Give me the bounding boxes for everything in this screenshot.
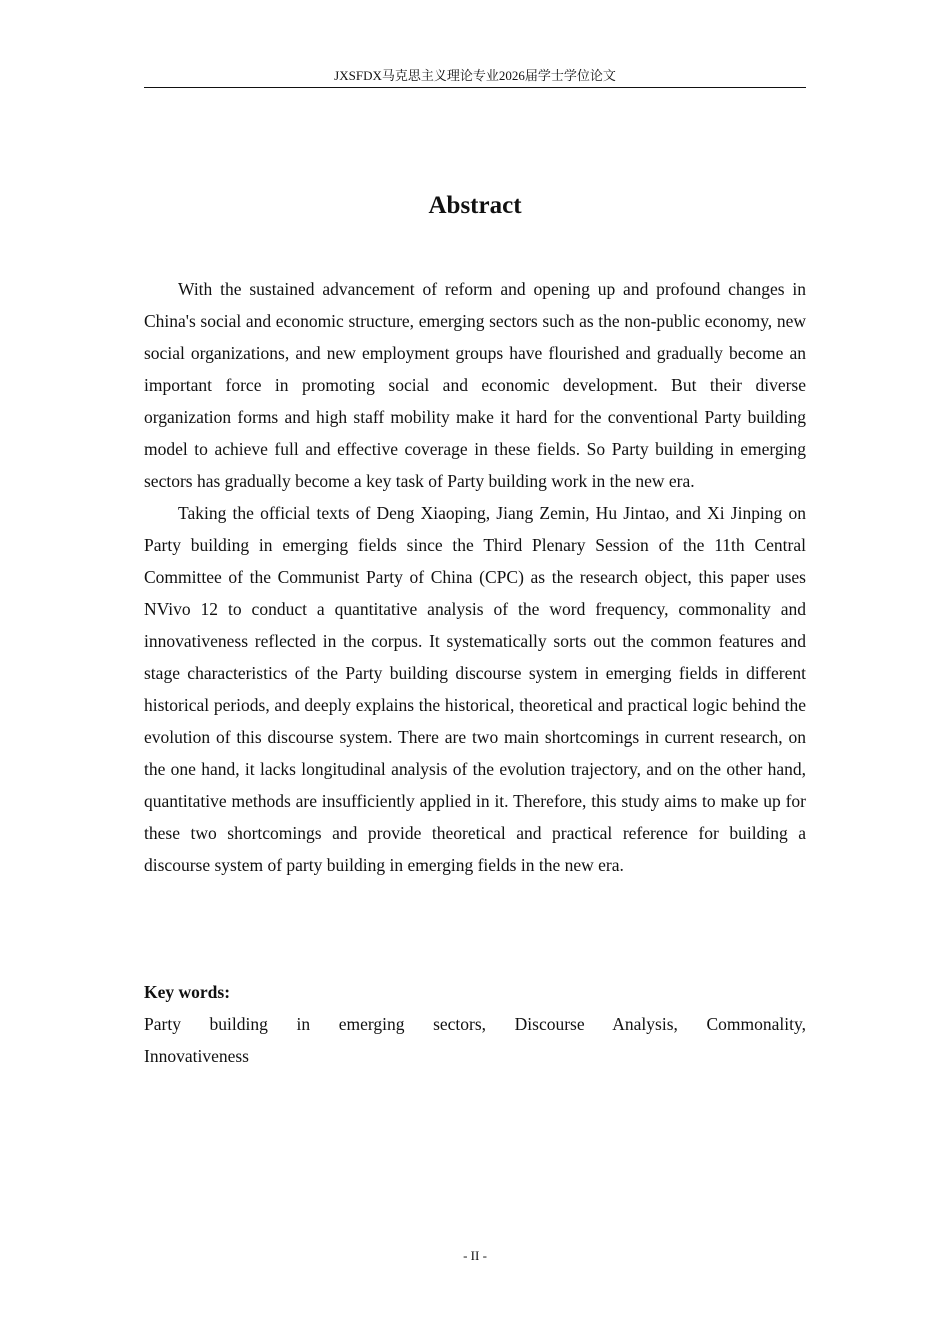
abstract-title: Abstract: [428, 192, 522, 219]
abstract-paragraph: Taking the official texts of Deng Xiaoping, Jiang Zemin, Hu Jintao, and Xi Jinping on Party building in emerging fields since the Third Plenary Session of the 11th Central Committee of the Communist Party of China (CPC) as the research object, this paper uses NVivo 12 to conduct a quantitative analysis of the word frequency, commonality and innovativeness reflected in the corpus. It systematically sorts out the common features and stage characteristics of the Party building discourse system in emerging fields in different historical periods, and deeply explains the historical, theoretical and practical logic behind the evolution of this discourse system. There are two main shortcomings in current research, on the one hand, it lacks longitudinal analysis of the evolution trajectory, and on the other hand, quantitative methods are insufficiently applied in it. Therefore, this study aims to make up for these two shortcomings and provide theoretical and practical reference for building a discourse system of party building in emerging fields in the new era.: [144, 503, 806, 875]
page-number: - II -: [463, 1248, 487, 1263]
abstract-paragraph: With the sustained advancement of reform and opening up and profound changes in China's social and economic structure, emerging sectors such as the non-public economy, new social organizations, and new employment groups have flourished and gradually become an important force in promoting social and economic development. But their diverse organization forms and high staff mobility make it hard for the conventional Party building model to achieve full and effective coverage in these fields. So Party building in emerging sectors has gradually become a key task of Party building work in the new era.: [144, 279, 806, 491]
abstract-body: [144, 273, 806, 881]
keywords-text: Party building in emerging sectors, Discourse Analysis, Commonality, Innovativeness: [144, 1014, 806, 1066]
running-header: [144, 67, 806, 88]
running-header-text: JXSFDX马克思主义理论专业2026届学士学位论文: [334, 68, 616, 83]
keywords-label: Key words:: [144, 982, 231, 1002]
keywords-section: [144, 976, 806, 1072]
